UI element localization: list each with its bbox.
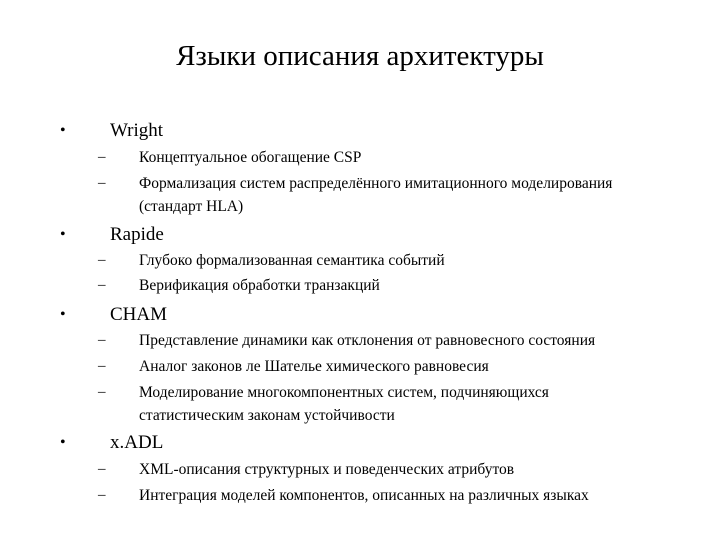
dash-icon: – <box>98 487 106 503</box>
bullet-icon: • <box>60 434 66 451</box>
sub-item-text: XML-описания структурных и поведенческих атрибутов <box>139 461 515 478</box>
dash-icon: – <box>98 149 106 165</box>
sub-item-text: Представление динамики как отклонения от равновесного состояния <box>139 332 596 349</box>
sub-item-text: Глубоко формализованная семантика событий <box>139 252 445 269</box>
sub-item-text: Верификация обработки транзакций <box>139 277 380 294</box>
list-item-label: x.ADL <box>110 432 164 453</box>
list-item-label: Wright <box>110 120 164 141</box>
sub-item-text: Концептуальное обогащение CSP <box>139 149 362 166</box>
bullet-icon: • <box>60 306 66 323</box>
sub-item-text-cont: статистическим законам устойчивости <box>139 407 395 424</box>
bullet-icon: • <box>60 122 66 139</box>
dash-icon: – <box>98 384 106 400</box>
dash-icon: – <box>98 252 106 268</box>
sub-item-text: Формализация систем распределённого имитационного моделирования <box>139 175 613 192</box>
dash-icon: – <box>98 358 106 374</box>
bullet-icon: • <box>60 226 66 243</box>
list-item-label: CHAM <box>110 304 168 325</box>
sub-item-text-cont: (стандарт HLA) <box>139 198 244 215</box>
dash-icon: – <box>98 332 106 348</box>
dash-icon: – <box>98 461 106 477</box>
dash-icon: – <box>98 277 106 293</box>
slide-title: Языки описания архитектуры <box>176 40 544 72</box>
list-item-label: Rapide <box>110 224 164 245</box>
sub-item-text: Интеграция моделей компонентов, описанных на различных языках <box>139 487 589 504</box>
sub-item-text: Аналог законов ле Шателье химического равновесия <box>139 358 489 375</box>
sub-item-text: Моделирование многокомпонентных систем, подчиняющихся <box>139 384 549 401</box>
dash-icon: – <box>98 175 106 191</box>
